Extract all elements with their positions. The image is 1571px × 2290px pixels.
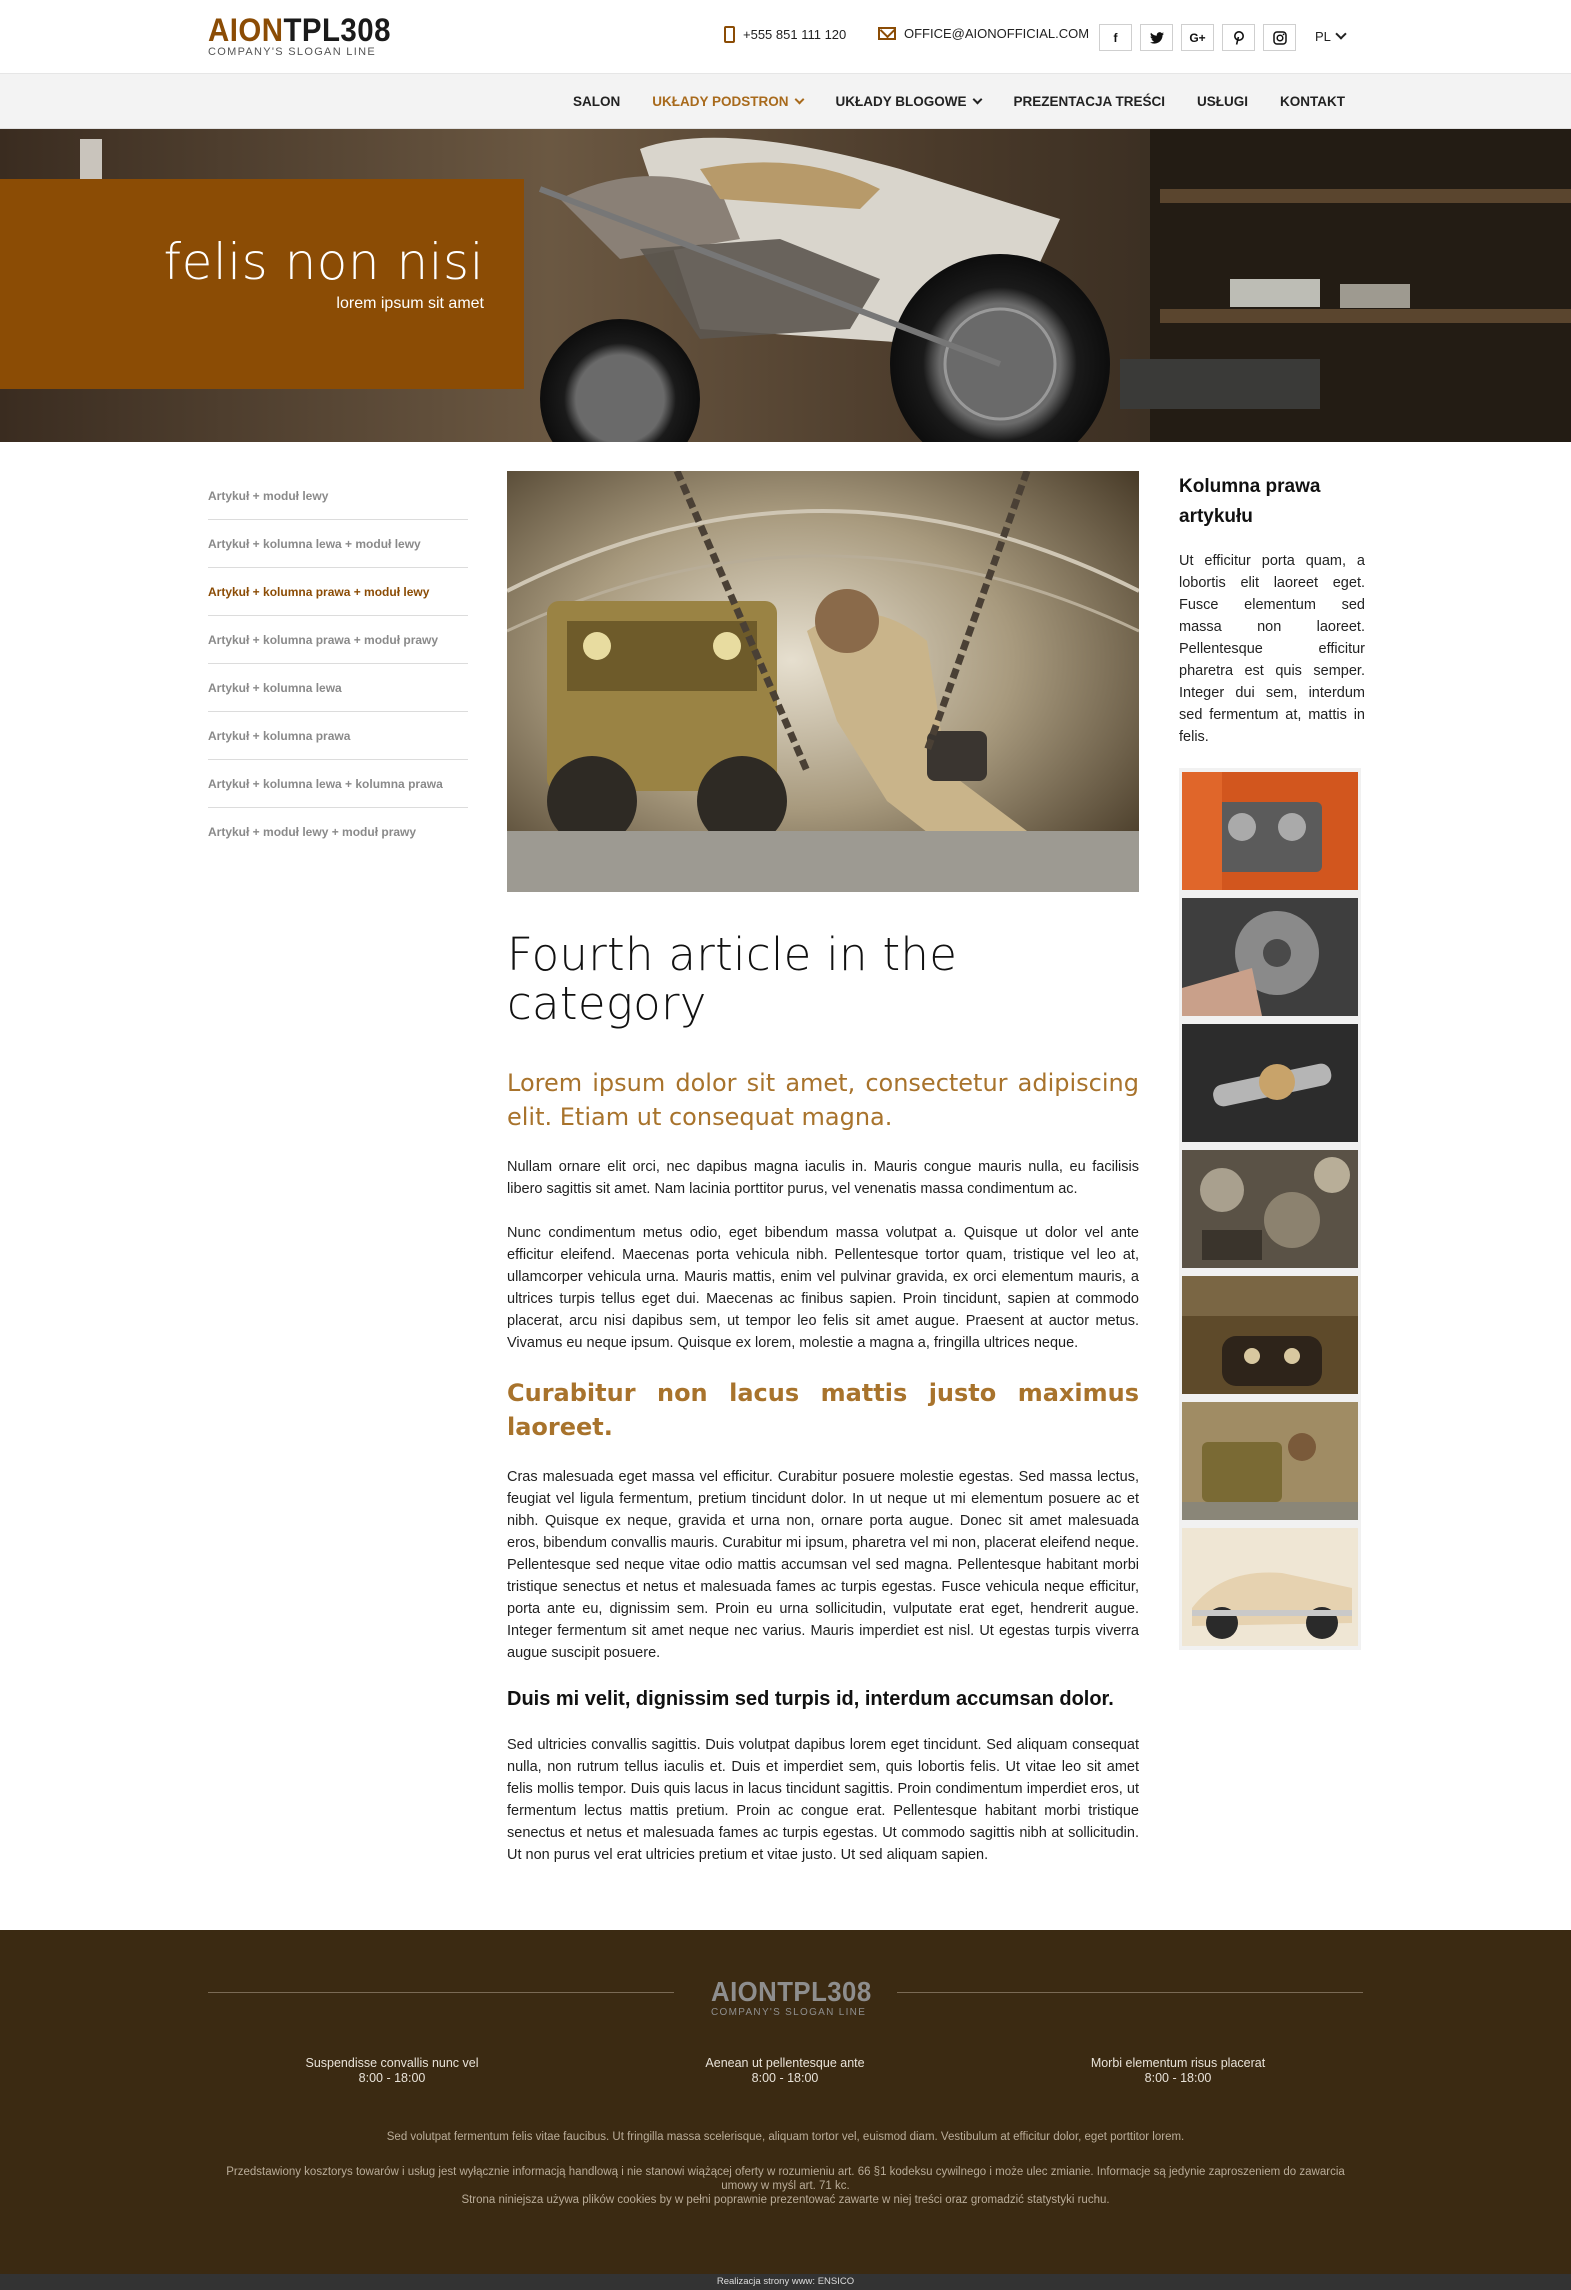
logo-text-part1: AION bbox=[208, 12, 284, 48]
language-label: PL bbox=[1315, 29, 1331, 44]
nav-label: UKŁADY BLOGOWE bbox=[835, 94, 967, 109]
logo-slogan: COMPANY'S SLOGAN LINE bbox=[208, 46, 376, 58]
social-links bbox=[1099, 24, 1296, 51]
footer-column-title: Morbi elementum risus placerat bbox=[1090, 2056, 1266, 2070]
credit-bar[interactable] bbox=[0, 2274, 1571, 2290]
article-image bbox=[507, 471, 1139, 892]
nav-item-uklady-podstron[interactable] bbox=[636, 94, 819, 109]
chevron-down-icon bbox=[795, 94, 805, 104]
gallery-thumb-hangar[interactable] bbox=[1182, 1402, 1358, 1520]
nav-item-salon[interactable] bbox=[557, 94, 636, 109]
logo-text-part2: TPL308 bbox=[283, 12, 391, 48]
chevron-down-icon bbox=[1335, 28, 1346, 39]
article-lead: Lorem ipsum dolor sit amet, consectetur adipiscing elit. Etiam ut consequat magna. bbox=[507, 1069, 1139, 1131]
hero-subtitle: lorem ipsum sit amet bbox=[336, 295, 484, 312]
article-subheading: Curabitur non lacus mattis justo maximus laoreet. bbox=[507, 1379, 1139, 1441]
nav-label: SALON bbox=[572, 94, 621, 109]
gallery-thumb-classic-car[interactable] bbox=[1182, 1528, 1358, 1646]
left-menu-item-active[interactable]: Artykuł + kolumna prawa + moduł lewy bbox=[208, 568, 468, 616]
footer-column bbox=[1028, 2056, 1328, 2086]
email-address: OFFICE@AIONOFFICIAL.COM bbox=[904, 26, 1090, 41]
twitter-icon[interactable] bbox=[1140, 24, 1173, 51]
footer-disclaimer: Przedstawiony kosztorys towarów i usług jest wyłącznie informacją handlową i nie stanowi wiążącej oferty w rozumieniu art. 66 §1 kodeksu cywilnego i może ulec zmianie. Informacje są jedynie zaproszeniem do zawarcia umowy w myśl art. 71 kc. bbox=[226, 2166, 1345, 2192]
hero-title: felis non nisi bbox=[163, 233, 484, 291]
nav-item-kontakt[interactable] bbox=[1264, 94, 1361, 109]
footer-column-hours: 8:00 - 18:00 bbox=[1144, 2071, 1212, 2085]
image-gallery bbox=[1179, 768, 1361, 1650]
footer-cookies-note: Strona niniejsza używa plików cookies by w pełni poprawnie prezentować zawarte w niej treści oraz gromadzić statystyki ruchu. bbox=[461, 2194, 1110, 2206]
footer-column bbox=[242, 2056, 542, 2086]
footer-column-title: Aenean ut pellentesque ante bbox=[705, 2056, 865, 2070]
footer-column-hours: 8:00 - 18:00 bbox=[751, 2071, 819, 2085]
nav-label: PREZENTACJA TREŚCI bbox=[1013, 94, 1165, 109]
nav-label: UKŁADY PODSTRON bbox=[652, 94, 789, 109]
article-paragraph: Nullam ornare elit orci, nec dapibus magna iaculis in. Mauris congue mauris nulla, eu facilisis libero sagittis sit amet. Nam lacinia porttitor purus, vel venenatis massa condimentum ac. bbox=[507, 1159, 1139, 1197]
left-menu-item[interactable]: Artykuł + kolumna lewa + kolumna prawa bbox=[208, 760, 468, 808]
right-column-title: Kolumna prawa artykułu bbox=[1179, 476, 1321, 527]
language-selector[interactable] bbox=[1315, 29, 1345, 44]
phone-contact[interactable] bbox=[724, 26, 846, 43]
google-plus-icon[interactable]: G+ bbox=[1181, 24, 1214, 51]
left-menu-item[interactable]: Artykuł + kolumna lewa + moduł lewy bbox=[208, 520, 468, 568]
right-column-text: Ut efficitur porta quam, a lobortis elit laoreet eget. Fusce elementum sed massa non laoreet. Pellentesque efficitur pharetra est quis semper. Integer dui sem, interdum sed fermentum at, mattis in felis. bbox=[1179, 553, 1365, 745]
pinterest-icon[interactable] bbox=[1222, 24, 1255, 51]
mail-icon bbox=[878, 27, 896, 40]
main-navigation bbox=[0, 74, 1571, 129]
footer-column-hours: 8:00 - 18:00 bbox=[358, 2071, 426, 2085]
footer-slogan: COMPANY'S SLOGAN LINE bbox=[711, 2007, 867, 2018]
nav-item-prezentacja-tresci[interactable] bbox=[997, 94, 1181, 109]
footer-logo[interactable] bbox=[711, 1978, 886, 2018]
footer-column-title: Suspendisse convallis nunc vel bbox=[305, 2056, 479, 2070]
article bbox=[507, 471, 1139, 1866]
left-menu bbox=[208, 472, 468, 856]
gallery-thumb-engine[interactable] bbox=[1182, 772, 1358, 890]
article-subheading-bold: Duis mi velit, dignissim sed turpis id, interdum accumsan dolor. bbox=[507, 1688, 1114, 1710]
nav-item-uslugi[interactable] bbox=[1181, 94, 1264, 109]
facebook-icon[interactable]: f bbox=[1099, 24, 1132, 51]
nav-label: USŁUGI bbox=[1196, 94, 1248, 109]
article-paragraph: Cras malesuada eget massa vel efficitur. Curabitur posuere molestie egestas. Sed massa lectus, feugiat vel ligula fermentum, pretium tincidunt dolor. In ut neque ut mi elementum posuere ac et nibh. Quisque ex neque, gravida et urna non, ornare porta augue. Donec sit amet malesuada eros, bibendum convallis mauris. Curabitur mi ipsum, pharetra vel mi non, placerat eleifend neque. Pellentesque sed neque vitae odio mattis accumsan vel sed magna. Pellentesque habitant morbi tristique senectus et netus et malesuada fames ac turpis egestas. Fusce vehicula neque efficitur, porta ante eu, dignissim sem. Proin eu urna sollicitudin, vulputate erat eget, hendrerit augue. Integer fermentum sit amet neque nec varius. Mauris imperdiet est nisl. Ut egestas turpis viverra augue suscipit posuere. bbox=[507, 1469, 1139, 1661]
article-paragraph: Nunc condimentum metus odio, eget bibendum massa volutpat a. Quisque ut dolor vel ante efficitur eleifend. Maecenas porta vehicula nibh. Pellentesque tortor quam, tristique vel leo at, ullamcorper vehicula urna. Mauris mattis, enim vel pulvinar gravida, ex orci elementum mauris, a ultrices turpis tellus eget dui. Maecenas ac finibus sapien. Proin tincidunt, sapien at commodo placerat, arcu nisi dapibus sem, ut tempor leo felis sit amet augue. Praesent at auctor metus. Vivamus eu neque ipsum. Quisque ex lorem, molestie a magna a, fringilla ultrices neque. bbox=[507, 1225, 1139, 1351]
footer-logo-part2: TPL308 bbox=[777, 1976, 872, 2007]
nav-item-uklady-blogowe[interactable] bbox=[819, 94, 997, 109]
gallery-thumb-engine-parts[interactable] bbox=[1182, 1150, 1358, 1268]
nav-label: KONTAKT bbox=[1280, 94, 1345, 109]
phone-icon bbox=[724, 26, 735, 43]
footer-logo-part1: AION bbox=[711, 1976, 778, 2007]
hero-caption-box bbox=[0, 179, 524, 389]
footer-divider bbox=[897, 1992, 1363, 1993]
gallery-thumb-brake[interactable] bbox=[1182, 898, 1358, 1016]
article-title: Fourth article in the category bbox=[507, 928, 958, 1030]
right-column bbox=[1179, 472, 1365, 1650]
phone-number: +555 851 111 120 bbox=[743, 27, 847, 42]
top-header bbox=[0, 0, 1571, 74]
footer-text: Sed volutpat fermentum felis vitae faucibus. Ut fringilla massa scelerisque, aliquam tortor vel, euismod diam. Vestibulum at efficitur dolor, eget porttitor lorem. bbox=[386, 2131, 1185, 2143]
left-menu-item[interactable]: Artykuł + kolumna prawa + moduł prawy bbox=[208, 616, 468, 664]
left-menu-item[interactable]: Artykuł + moduł lewy + moduł prawy bbox=[208, 825, 417, 839]
left-menu-item[interactable]: Artykuł + kolumna prawa bbox=[208, 712, 468, 760]
instagram-icon[interactable] bbox=[1263, 24, 1296, 51]
footer-column bbox=[635, 2056, 935, 2086]
gallery-thumb-part[interactable] bbox=[1182, 1024, 1358, 1142]
chevron-down-icon bbox=[973, 94, 983, 104]
left-menu-item[interactable]: Artykuł + moduł lewy bbox=[208, 472, 468, 520]
hero-banner bbox=[0, 129, 1571, 442]
site-logo[interactable] bbox=[208, 14, 407, 58]
footer-divider bbox=[208, 1992, 674, 1993]
credit-text: Realizacja strony www: ENSICO bbox=[716, 2276, 855, 2287]
email-contact[interactable] bbox=[878, 26, 1089, 41]
gallery-thumb-garage[interactable] bbox=[1182, 1276, 1358, 1394]
left-menu-item[interactable]: Artykuł + kolumna lewa bbox=[208, 664, 468, 712]
article-paragraph: Sed ultricies convallis sagittis. Duis volutpat dapibus lorem eget tincidunt. Sed aliquam consequat nulla, non rutrum tellus iaculis et. Duis et imperdiet sem, quis lobortis felis. Ut vitae leo sit amet felis mollis tempor. Duis quis lacus in lacus tincidunt sagittis. Proin condimentum imperdiet eros, ut fermentum lectus mattis pretium. Proin ac congue erat. Pellentesque habitant morbi tristique senectus et netus et malesuada fames ac turpis egestas. Ut commodo sagittis nibh at sollicitudin. Ut non purus vel erat ultricies pretium et vitae justo. Ut sed aliquam sapien. bbox=[507, 1737, 1139, 1863]
footer bbox=[0, 1930, 1571, 2274]
